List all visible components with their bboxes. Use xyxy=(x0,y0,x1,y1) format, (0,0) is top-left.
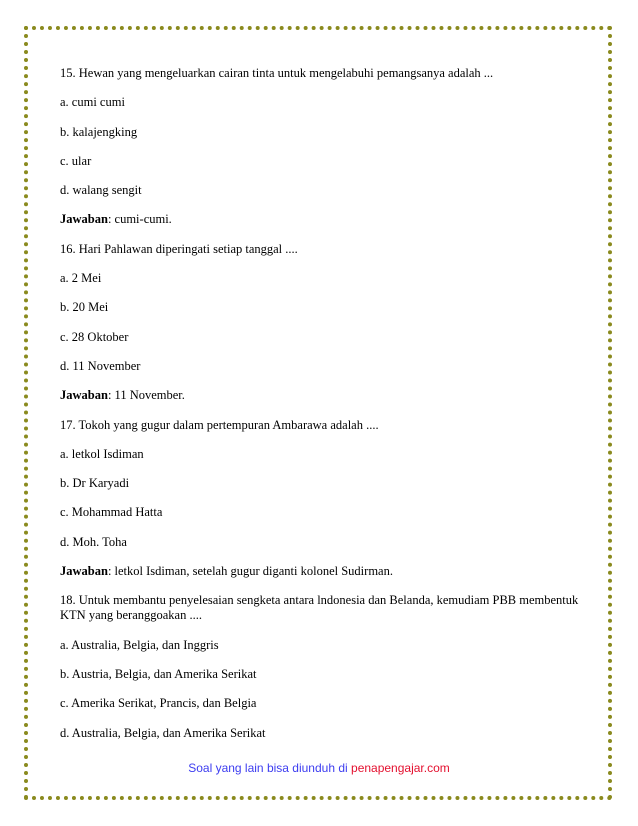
quiz-content xyxy=(60,66,600,755)
option: b. kalajengking xyxy=(60,124,138,139)
answer-label: Jawaban xyxy=(60,564,108,579)
footer-link[interactable]: penapengajar.com xyxy=(351,761,450,775)
question-text: 18. Untuk membantu penyelesaian sengketa antara lndonesia dan Belanda, kemudiam PBB membentuk KTN yang beranggoakan .... xyxy=(60,593,579,623)
option: c. Mohammad Hatta xyxy=(60,505,163,520)
answer-label: Jawaban xyxy=(60,212,108,227)
option: a. Australia, Belgia, dan Inggris xyxy=(60,637,219,652)
question-block xyxy=(60,66,600,95)
answer-text: : 11 November. xyxy=(107,388,185,403)
option: a. cumi cumi xyxy=(60,95,125,110)
footer-text: Soal yang lain bisa diunduh di xyxy=(188,761,352,775)
option: b. Austria, Belgia, dan Amerika Serikat xyxy=(60,667,257,682)
answer xyxy=(60,564,600,579)
option: b. 20 Mei xyxy=(60,300,109,315)
question-text: 17. Tokoh yang gugur dalam pertempuran Ambarawa adalah .... xyxy=(60,417,379,432)
option: d. 11 November xyxy=(60,358,141,373)
answer-text: : cumi-cumi. xyxy=(107,212,172,227)
question-text: 16. Hari Pahlawan diperingati setiap tanggal .... xyxy=(60,241,298,256)
answer xyxy=(60,212,600,227)
option: d. walang sengit xyxy=(60,183,142,198)
option: a. letkol Isdiman xyxy=(60,446,144,461)
footer-note xyxy=(0,761,638,775)
answer xyxy=(60,388,600,403)
answer-label: Jawaban xyxy=(60,388,108,403)
option: c. Amerika Serikat, Prancis, dan Belgia xyxy=(60,696,257,711)
option: d. Australia, Belgia, dan Amerika Serikat xyxy=(60,725,266,740)
answer-text: : letkol Isdiman, setelah gugur diganti kolonel Sudirman. xyxy=(107,564,393,579)
option: c. ular xyxy=(60,153,92,168)
option: c. 28 Oktober xyxy=(60,329,129,344)
question-text: 15. Hewan yang mengeluarkan cairan tinta untuk mengelabuhi pemangsanya adalah ... xyxy=(60,66,494,80)
option: d. Moh. Toha xyxy=(60,534,127,549)
option: a. 2 Mei xyxy=(60,271,102,286)
option: b. Dr Karyadi xyxy=(60,476,130,491)
